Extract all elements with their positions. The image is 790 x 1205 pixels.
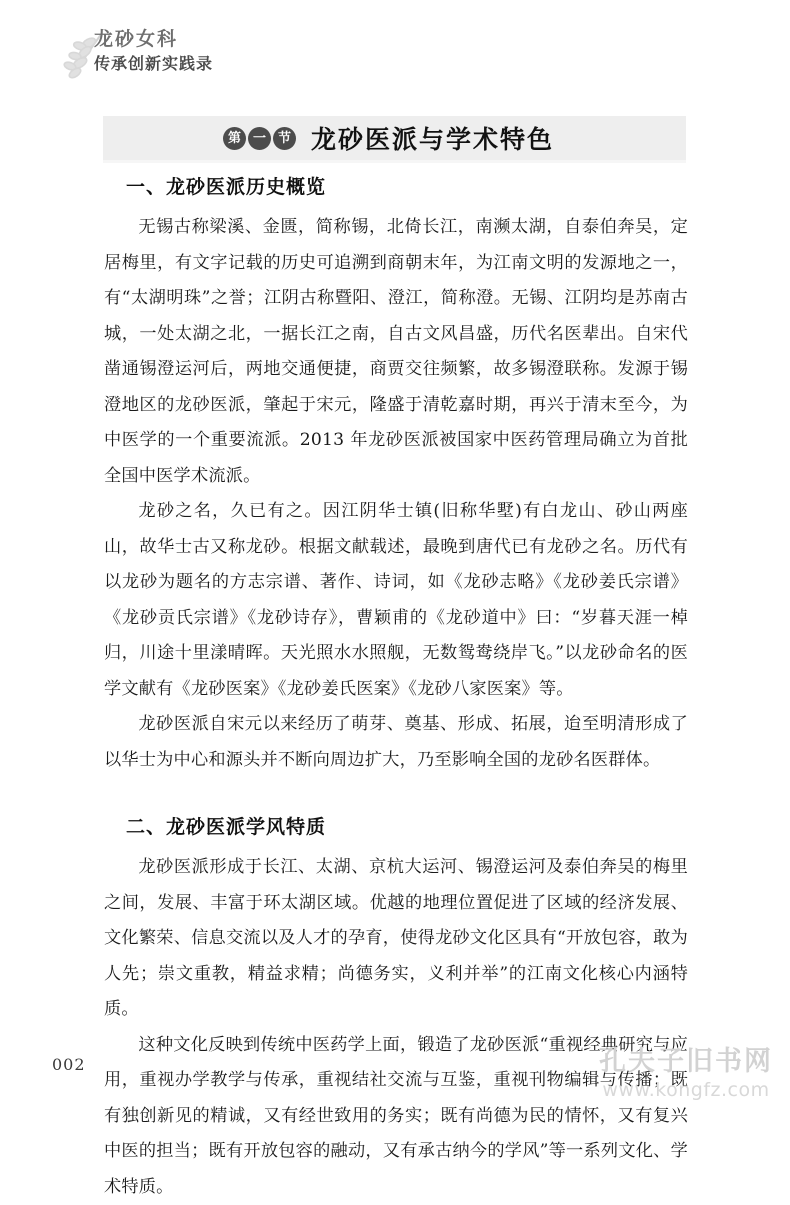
running-head-title: 龙砂女科 (94, 26, 213, 52)
paragraph-3: 龙砂医派自宋元以来经历了萌芽、奠基、形成、拓展，迨至明清形成了以华士为中心和源头并不断向周边扩大，乃至影响全国的龙砂名医群体。 (104, 707, 688, 778)
watermark-site-name: 孔夫子旧书网 (596, 1046, 776, 1078)
paragraph-5: 这种文化反映到传统中医药学上面，锻造了龙砂医派“重视经典研究与应用，重视办学教学与传承，重视结社交流与互鉴，重视刊物编辑与传播；既有独创新见的精诚，又有经世致用的务实；既有尚德为民的情怀，又有复兴中医的担当；既有开放包容的融动，又有承古纳今的学风”等一系列文化、学术特质。 (104, 1028, 688, 1205)
paragraph-4: 龙砂医派形成于长江、太湖、京杭大运河、锡澄运河及泰伯奔吴的梅里之间，发展、丰富于环太湖区域。优越的地理位置促进了区域的经济发展、文化繁荣、信息交流以及人才的孕育，使得龙砂文化区具有“开放包容，敢为人先；崇文重教，精益求精；尚德务实，义利并举”的江南文化核心内涵特质。 (104, 850, 688, 1028)
running-head (58, 26, 358, 88)
section-number-char-1: 第 (223, 127, 246, 150)
subheading-2: 二、龙砂医派学风特质 (126, 812, 688, 842)
section-number-badges (223, 127, 296, 150)
running-head-subtitle: 传承创新实践录 (94, 52, 213, 76)
section-title: 龙砂医派与学术特色 (311, 120, 554, 156)
section-header-band (103, 116, 686, 163)
page-body (104, 172, 688, 1205)
section-number-char-2: 一 (248, 127, 271, 150)
paragraph-2: 龙砂之名，久已有之。因江阴华士镇(旧称华墅)有白龙山、砂山两座山，故华士古又称龙砂。根据文献载述，最晚到唐代已有龙砂之名。历代有以龙砂为题名的方志宗谱、著作、诗词，如《龙砂志略》《龙砂姜氏宗谱》《龙砂贡氏宗谱》《龙砂诗存》，曹颖甫的《龙砂道中》曰：“岁暮天涯一棹归，川途十里漾晴晖。天光照水水照舰，无数鸳鸯绕岸飞。”以龙砂命名的医学文献有《龙砂医案》《龙砂姜氏医案》《龙砂八家医案》等。 (104, 494, 688, 707)
watermark-url: www.kongfz.com (596, 1078, 776, 1102)
paragraph-1: 无锡古称梁溪、金匮，简称锡，北倚长江，南濒太湖，自泰伯奔吴，定居梅里，有文字记载的历史可追溯到商朝末年，为江南文明的发源地之一，有“太湖明珠”之誉；江阴古称暨阳、澄江，简称澄。无锡、江阴均是苏南古城，一处太湖之北，一据长江之南，自古文风昌盛，历代名医辈出。自宋代凿通锡澄运河后，两地交通便捷，商贾交往频繁，故多锡澄联称。发源于锡澄地区的龙砂医派，肇起于宋元，隆盛于清乾嘉时期，再兴于清末至今，为中医学的一个重要流派。2013 年龙砂医派被国家中医药管理局确立为首批全国中医学术流派。 (104, 210, 688, 494)
page-number: 002 (52, 1055, 86, 1074)
section-number-char-3: 节 (273, 127, 296, 150)
subheading-1: 一、龙砂医派历史概览 (126, 172, 688, 202)
